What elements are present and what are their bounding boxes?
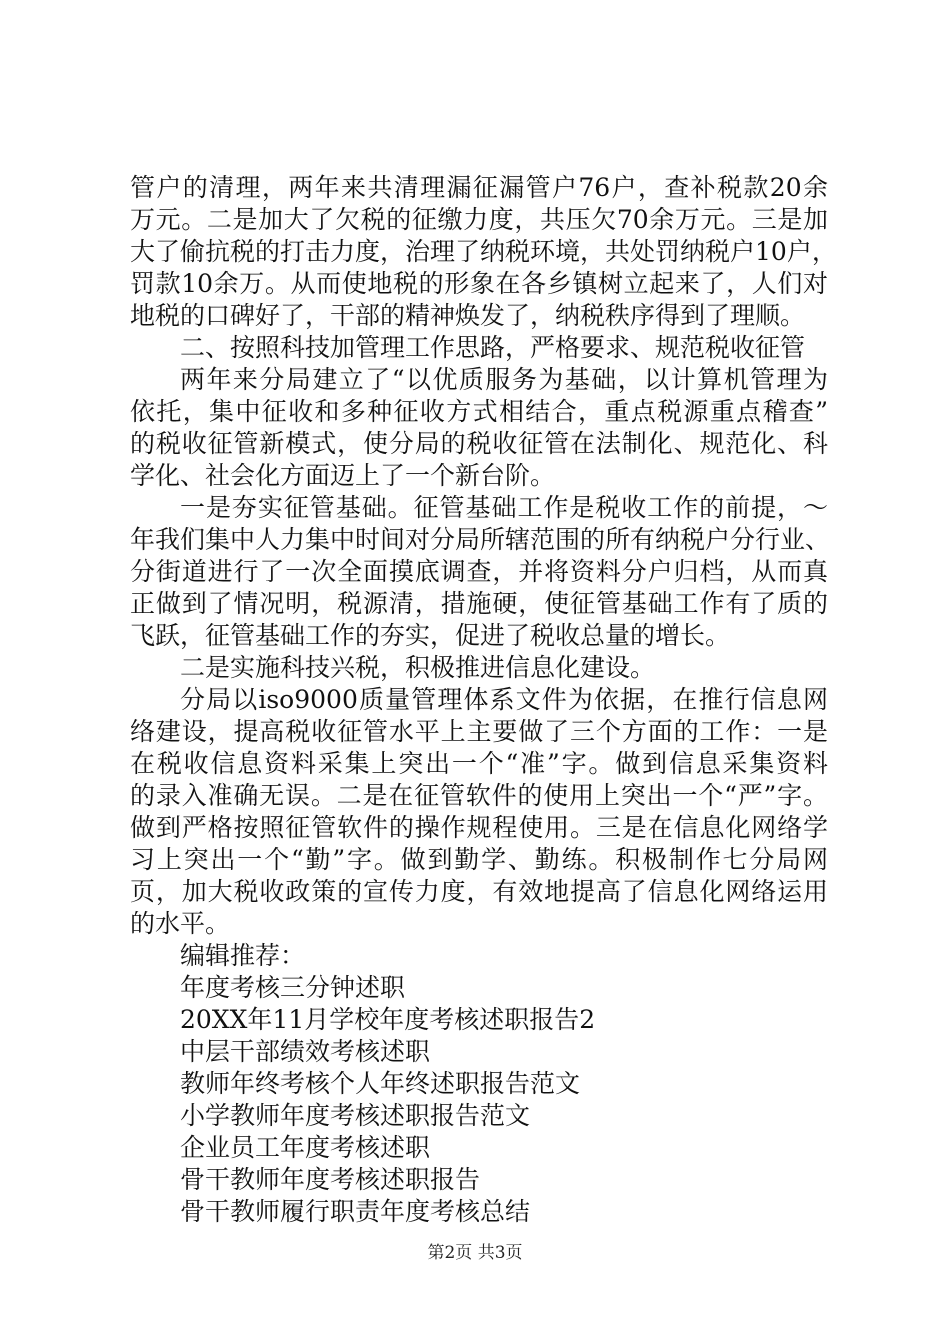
body-line: 正做到了情况明，税源清，措施硬，使征管基础工作有了质的 — [130, 589, 828, 618]
recommend-item[interactable]: 年度考核三分钟述职 — [180, 973, 406, 1002]
body-line: 在税收信息资料采集上突出一个“准”字。做到信息采集资料 — [130, 749, 828, 778]
body-line: 两年来分局建立了“以优质服务为基础，以计算机管理为 — [180, 365, 828, 394]
body-line: 二是实施科技兴税，积极推进信息化建设。 — [180, 653, 656, 682]
recommend-heading: 编辑推荐： — [180, 941, 306, 970]
recommend-item[interactable]: 骨干教师履行职责年度考核总结 — [180, 1197, 531, 1226]
body-line: 大了偷抗税的打击力度，治理了纳税环境，共处罚纳税户10户， — [130, 237, 837, 266]
body-line: 罚款10余万。从而使地税的形象在各乡镇树立起来了，人们对 — [130, 269, 828, 298]
body-line: 万元。二是加大了欠税的征缴力度，共压欠70余万元。三是加 — [130, 205, 828, 234]
body-line: 飞跃，征管基础工作的夯实，促进了税收总量的增长。 — [130, 621, 731, 650]
recommend-item[interactable]: 骨干教师年度考核述职报告 — [180, 1165, 481, 1194]
recommend-item[interactable]: 小学教师年度考核述职报告范文 — [180, 1101, 531, 1130]
page-footer: 第2页 共3页 — [427, 1243, 523, 1263]
recommend-item[interactable]: 教师年终考核个人年终述职报告范文 — [180, 1069, 581, 1098]
recommend-item[interactable]: 20XX年11月学校年度考核述职报告2 — [180, 1005, 596, 1034]
body-line: 分街道进行了一次全面摸底调查，并将资料分户归档，从而真 — [130, 557, 828, 586]
body-line: 地税的口碑好了，干部的精神焕发了，纳税秩序得到了理顺。 — [130, 301, 806, 330]
body-line: 的水平。 — [130, 909, 231, 938]
body-line: 分局以iso9000质量管理体系文件为依据，在推行信息网 — [180, 685, 828, 714]
body-line: 做到严格按照征管软件的操作规程使用。三是在信息化网络学 — [130, 813, 828, 842]
body-line: 络建设，提高税收征管水平上主要做了三个方面的工作：一是 — [130, 717, 828, 746]
body-line: 年我们集中人力集中时间对分局所辖范围的所有纳税户分行业、 — [130, 525, 831, 554]
recommend-item[interactable]: 中层干部绩效考核述职 — [180, 1037, 431, 1066]
body-line: 习上突出一个“勤”字。做到勤学、勤练。积极制作七分局网 — [130, 845, 828, 874]
body-line: 页，加大税收政策的宣传力度，有效地提高了信息化网络运用 — [130, 877, 828, 906]
body-line: 学化、社会化方面迈上了一个新台阶。 — [130, 461, 556, 490]
body-line: 的录入准确无误。二是在征管软件的使用上突出一个“严”字。 — [130, 781, 828, 810]
body-line: 的税收征管新模式，使分局的税收征管在法制化、规范化、科 — [130, 429, 828, 458]
body-line: 二、按照科技加管理工作思路，严格要求、规范税收征管 — [180, 333, 806, 362]
body-line: 一是夯实征管基础。征管基础工作是税收工作的前提，～ — [180, 493, 828, 522]
recommend-item[interactable]: 企业员工年度考核述职 — [180, 1133, 431, 1162]
body-line: 管户的清理，两年来共清理漏征漏管户76户，查补税款20余 — [130, 173, 828, 202]
body-line: 依托，集中征收和多种征收方式相结合，重点税源重点稽查” — [130, 397, 828, 426]
